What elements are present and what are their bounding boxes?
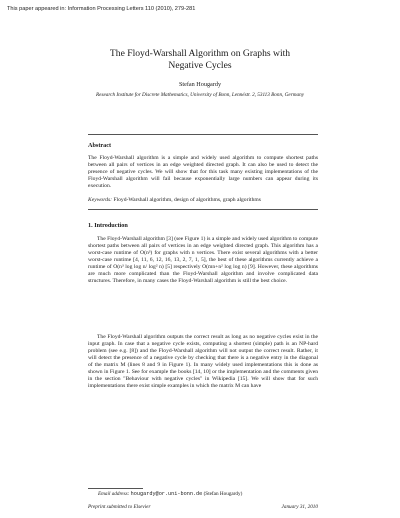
footnote-name: (Stefan Hougardy) [203, 491, 243, 497]
intro-paragraph-1: The Floyd-Warshall algorithm [3] (see Figure 1) is a simple and widely used algorithm to compute shortest paths between all pairs of vertices in an edge weighted directed graph. This algorithm has a worst-case runtime of O(n³) for graphs with n vertices. There exist several algorithms with a better worst-case runtime [4, 11, 6, 12, 16, 13, 2, 7, 1, 5], the best of these algorithms currently achieve a runtime of O(n³ log log n/ log² n) [5] respectively O(mn+n² log log n) [9]. However, these algorithms are much more complicated than the Floyd-Warshall algorithm and involve complicated data structures. Therefore, in many cases the Floyd-Warshall algorithm is still the best choice. [88, 236, 318, 285]
paper-title [0, 48, 400, 72]
affiliation: Research Institute for Discrete Mathematics, University of Bonn, Lennéstr. 2, 53113 Bonn, Germany [96, 92, 304, 98]
section-heading: 1. Introduction [88, 222, 128, 229]
keywords-text: Floyd-Warshall algorithm, design of algorithms, graph algorithms [113, 197, 261, 203]
title-line-1: The Floyd-Warshall Algorithm on Graphs with [109, 48, 291, 59]
abstract-heading: Abstract [88, 142, 112, 149]
footnote [98, 491, 242, 497]
footnote-email[interactable]: hougardy@or.uni-bonn.de [130, 491, 203, 497]
keywords [88, 197, 318, 203]
abstract-bottom-rule [88, 209, 318, 210]
footnote-rule [88, 488, 143, 489]
preprint-note: Preprint submitted to Elsevier [88, 504, 151, 510]
footnote-label: Email address: [98, 491, 130, 497]
abstract-text: The Floyd-Warshall algorithm is a simple and widely used algorithm to compute shortest paths between all pairs of vertices in an edge weighted directed graph. It can also be used to detect the presence of negative cycles. We will show that for this task many existing implementations of the Floyd-Warshall algorithm will fail because exponentially large numbers can appear during its execution. [88, 155, 318, 190]
abstract-top-rule [88, 134, 318, 135]
keywords-label: Keywords: [88, 197, 113, 203]
title-line-2: Negative Cycles [168, 60, 232, 71]
date: January 31, 2010 [281, 504, 318, 510]
author: Stefan Hougardy [178, 81, 222, 88]
journal-note: This paper appeared in: Information Processing Letters 110 (2010), 279-281 [7, 6, 196, 12]
intro-paragraph-2: The Floyd-Warshall algorithm outputs the correct result as long as no negative cycles exist in the input graph. In case that a negative cycle exists, computing a shortest (simple) path is an NP-hard problem (see e.g. [8]) and the Floyd-Warshall algorithm will not output the correct result. Rather, it will detect the presence of a negative cycle by checking that there is a negative entry in the diagonal of the matrix M (lines 8 and 9 in Figure 1). In many widely used implementations this is done as shown in Figure 1. See for example the books [14, 10] or the implementation and the comments given in the section "Behaviour with negative cycles" in Wikipedia [15]. We will show that for such implementations there exist simple examples in which the matrix M can have [88, 334, 318, 390]
